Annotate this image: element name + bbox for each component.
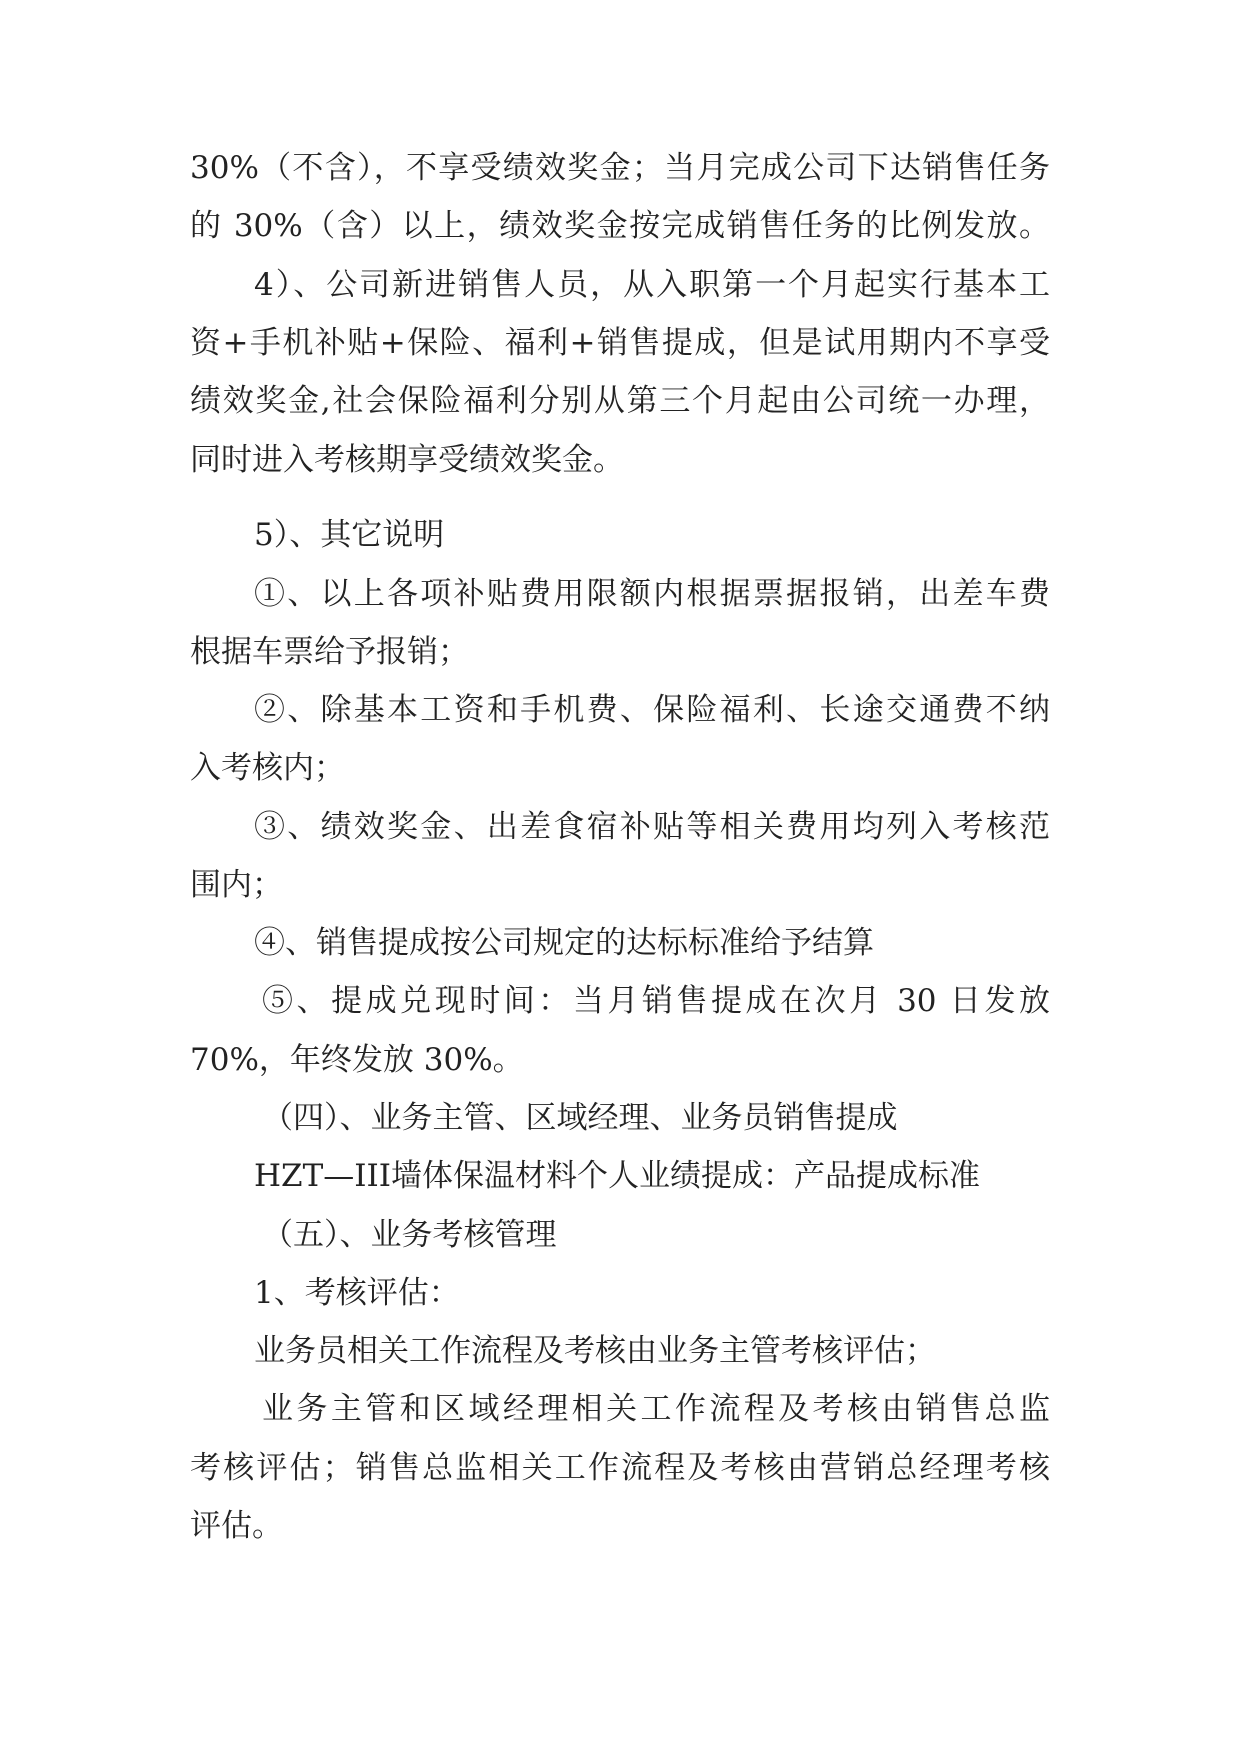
text-line: （四）、业务主管、区域经理、业务员销售提成	[262, 1100, 898, 1136]
text-line: 5）、其它说明	[254, 517, 445, 553]
text-line: 评估。	[190, 1508, 283, 1544]
text-line: 70%，年终发放 30%。	[190, 1042, 524, 1078]
text-line: 资+手机补贴+保险、福利+销售提成，但是试用期内不享受	[190, 325, 1050, 361]
text-line: ⑤、提成兑现时间：当月销售提成在次月 30 日发放	[262, 983, 1050, 1019]
text-line: ②、除基本工资和手机费、保险福利、长途交通费不纳	[254, 692, 1050, 728]
text-line: 30%（不含），不享受绩效奖金；当月完成公司下达销售任务	[190, 150, 1050, 186]
text-line: ①、以上各项补贴费用限额内根据票据报销，出差车费	[254, 576, 1050, 612]
text-line: 1、考核评估：	[254, 1275, 460, 1311]
text-line: 同时进入考核期享受绩效奖金。	[190, 442, 624, 478]
text-line: ④、销售提成按公司规定的达标标准给予结算	[254, 925, 874, 961]
text-line: HZT—III墙体保温材料个人业绩提成：产品提成标准	[254, 1158, 980, 1194]
text-line: （五）、业务考核管理	[262, 1217, 557, 1253]
text-line: 业务主管和区域经理相关工作流程及考核由销售总监	[262, 1391, 1050, 1427]
text-line: 围内；	[190, 867, 283, 903]
text-line: 入考核内；	[190, 750, 345, 786]
text-line: 根据车票给予报销；	[190, 634, 469, 670]
text-line: 业务员相关工作流程及考核由业务主管考核评估；	[254, 1333, 936, 1369]
text-line: 绩效奖金,社会保险福利分别从第三个月起由公司统一办理，	[190, 383, 1050, 419]
text-line: 考核评估；销售总监相关工作流程及考核由营销总经理考核	[190, 1450, 1050, 1486]
text-line: 的 30%（含）以上，绩效奖金按完成销售任务的比例发放。	[190, 208, 1050, 244]
text-line: ③、绩效奖金、出差食宿补贴等相关费用均列入考核范	[254, 809, 1050, 845]
text-line: 4）、公司新进销售人员，从入职第一个月起实行基本工	[254, 267, 1050, 303]
